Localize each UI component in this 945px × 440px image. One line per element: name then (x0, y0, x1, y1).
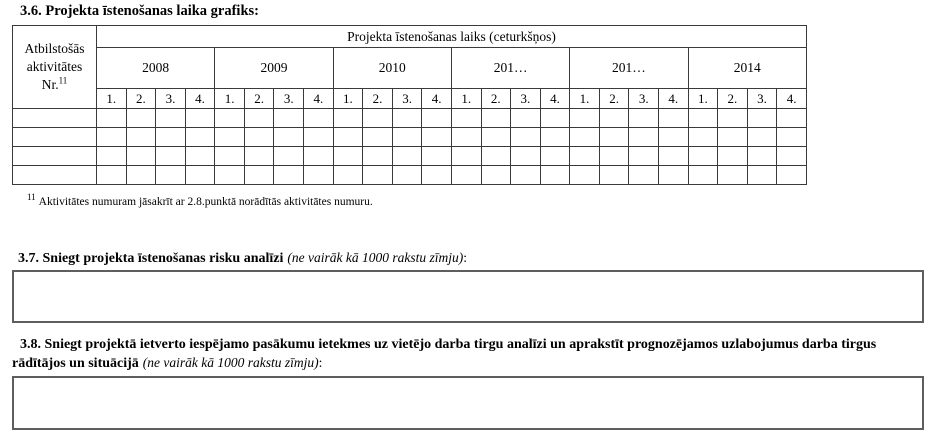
quarter-cell[interactable] (599, 128, 629, 147)
quarter-cell[interactable] (97, 147, 127, 166)
quarter-cell[interactable] (451, 109, 481, 128)
section-3-7-heading-bold: 3.7. Sniegt projekta īstenošanas risku analīzi (18, 251, 284, 266)
quarter-cell[interactable] (511, 166, 541, 185)
timeline-table (12, 25, 807, 185)
quarter-cell[interactable] (481, 109, 511, 128)
quarter-header: 1. (688, 89, 718, 109)
quarter-cell[interactable] (97, 109, 127, 128)
quarter-cell[interactable] (97, 166, 127, 185)
quarter-cell[interactable] (422, 109, 452, 128)
quarter-cell[interactable] (244, 128, 274, 147)
quarter-cell[interactable] (363, 166, 393, 185)
quarter-cell[interactable] (215, 109, 245, 128)
quarter-cell[interactable] (629, 109, 659, 128)
activity-header-text: Atbilstošās aktivitātes Nr. (24, 41, 85, 92)
quarter-header-row (13, 89, 807, 109)
year-header-2014: 2014 (688, 48, 806, 89)
quarter-cell[interactable] (274, 166, 304, 185)
quarter-cell[interactable] (215, 147, 245, 166)
table-row (13, 128, 807, 147)
quarter-cell[interactable] (658, 109, 688, 128)
quarter-cell[interactable] (422, 166, 452, 185)
quarter-header: 2. (363, 89, 393, 109)
section-3-6-heading: 3.6. Projekta īstenošanas laika grafiks: (20, 3, 259, 19)
quarter-cell[interactable] (747, 166, 777, 185)
quarter-cell[interactable] (511, 109, 541, 128)
quarter-header: 1. (333, 89, 363, 109)
quarter-cell[interactable] (156, 147, 186, 166)
quarter-cell[interactable] (511, 128, 541, 147)
quarter-cell[interactable] (333, 109, 363, 128)
quarter-cell[interactable] (215, 128, 245, 147)
quarter-cell[interactable] (185, 109, 215, 128)
activity-number-cell[interactable] (13, 128, 97, 147)
quarter-cell[interactable] (126, 166, 156, 185)
section-3-7-heading-italic: (ne vairāk kā 1000 rakstu zīmju) (287, 250, 464, 265)
quarter-cell[interactable] (747, 109, 777, 128)
quarter-cell[interactable] (363, 128, 393, 147)
footnote-number: 11 (27, 192, 36, 203)
quarter-cell[interactable] (156, 166, 186, 185)
quarter-cell[interactable] (244, 166, 274, 185)
quarter-cell[interactable] (570, 109, 600, 128)
quarter-cell[interactable] (688, 128, 718, 147)
quarter-cell[interactable] (363, 109, 393, 128)
quarter-cell[interactable] (540, 147, 570, 166)
quarter-cell[interactable] (718, 166, 748, 185)
quarter-cell[interactable] (304, 166, 334, 185)
year-header-201x-b: 201… (570, 48, 688, 89)
quarter-cell[interactable] (392, 166, 422, 185)
quarter-header: 4. (777, 89, 807, 109)
quarter-header: 1. (451, 89, 481, 109)
quarter-cell[interactable] (570, 128, 600, 147)
quarter-cell[interactable] (185, 166, 215, 185)
quarter-header: 2. (244, 89, 274, 109)
quarter-cell[interactable] (777, 128, 807, 147)
quarter-cell[interactable] (599, 147, 629, 166)
quarter-cell[interactable] (304, 147, 334, 166)
quarter-cell[interactable] (599, 109, 629, 128)
table-row (13, 109, 807, 128)
activity-number-column-header (13, 26, 97, 109)
quarter-cell[interactable] (185, 128, 215, 147)
quarter-cell[interactable] (333, 166, 363, 185)
quarter-cell[interactable] (274, 128, 304, 147)
quarter-header: 1. (97, 89, 127, 109)
quarter-cell[interactable] (422, 128, 452, 147)
year-header-row (13, 48, 807, 89)
quarter-cell[interactable] (688, 109, 718, 128)
year-header-201x-a: 201… (451, 48, 569, 89)
quarter-header: 4. (422, 89, 452, 109)
quarter-cell[interactable] (481, 128, 511, 147)
table-row (13, 147, 807, 166)
quarter-cell[interactable] (392, 109, 422, 128)
activity-number-cell[interactable] (13, 147, 97, 166)
table-row (13, 166, 807, 185)
quarter-cell[interactable] (156, 128, 186, 147)
quarter-header: 3. (511, 89, 541, 109)
activity-number-cell[interactable] (13, 109, 97, 128)
quarter-header: 4. (304, 89, 334, 109)
quarter-cell[interactable] (274, 147, 304, 166)
quarter-header: 2. (126, 89, 156, 109)
quarter-cell[interactable] (244, 109, 274, 128)
quarter-cell[interactable] (718, 128, 748, 147)
section-3-8-heading-colon: : (318, 354, 323, 370)
year-header-2008: 2008 (97, 48, 215, 89)
quarter-cell[interactable] (274, 109, 304, 128)
footnote-text: Aktivitātes numuram jāsakrīt ar 2.8.punktā norādītās aktivitātes numuru. (38, 196, 373, 208)
quarter-cell[interactable] (688, 147, 718, 166)
quarter-cell[interactable] (540, 166, 570, 185)
quarter-cell[interactable] (97, 128, 127, 147)
quarter-cell[interactable] (185, 147, 215, 166)
quarter-cell[interactable] (540, 128, 570, 147)
quarter-cell[interactable] (126, 109, 156, 128)
quarter-cell[interactable] (304, 109, 334, 128)
quarter-cell[interactable] (777, 109, 807, 128)
activity-number-cell[interactable] (13, 166, 97, 185)
section-3-7-heading-colon: : (463, 250, 467, 265)
timeline-header: Projekta īstenošanas laiks (ceturkšņos) (97, 26, 807, 48)
quarter-cell[interactable] (599, 166, 629, 185)
quarter-header: 4. (540, 89, 570, 109)
quarter-header: 4. (185, 89, 215, 109)
quarter-cell[interactable] (658, 166, 688, 185)
quarter-cell[interactable] (777, 166, 807, 185)
quarter-header: 3. (274, 89, 304, 109)
quarter-cell[interactable] (540, 109, 570, 128)
quarter-cell[interactable] (481, 147, 511, 166)
risk-analysis-input[interactable] (12, 270, 924, 323)
footnote-ref-superscript: 11 (58, 75, 68, 86)
section-3-7-heading (18, 250, 467, 267)
quarter-cell[interactable] (451, 166, 481, 185)
quarter-cell[interactable] (156, 109, 186, 128)
quarter-cell[interactable] (747, 128, 777, 147)
quarter-cell[interactable] (629, 147, 659, 166)
quarter-cell[interactable] (777, 147, 807, 166)
quarter-header: 2. (481, 89, 511, 109)
quarter-cell[interactable] (658, 128, 688, 147)
quarter-header: 1. (215, 89, 245, 109)
quarter-cell[interactable] (629, 128, 659, 147)
quarter-cell[interactable] (126, 128, 156, 147)
quarter-cell[interactable] (451, 128, 481, 147)
quarter-header: 2. (599, 89, 629, 109)
quarter-cell[interactable] (244, 147, 274, 166)
quarter-cell[interactable] (658, 147, 688, 166)
quarter-cell[interactable] (392, 128, 422, 147)
quarter-cell[interactable] (570, 147, 600, 166)
year-header-2009: 2009 (215, 48, 333, 89)
quarter-cell[interactable] (215, 166, 245, 185)
quarter-header: 3. (629, 89, 659, 109)
quarter-cell[interactable] (451, 147, 481, 166)
section-3-8-heading-bold: 3.8. Sniegt projektā ietverto iespējamo pasākumu ietekmes uz vietējo darba tirgu analīzi un aprakstīt prognozējamos uzlabojumus darba tirgus rādītājos un situācijā (12, 337, 877, 371)
quarter-cell[interactable] (333, 147, 363, 166)
quarter-cell[interactable] (126, 147, 156, 166)
quarter-header: 2. (718, 89, 748, 109)
quarter-cell[interactable] (718, 147, 748, 166)
quarter-cell[interactable] (363, 147, 393, 166)
quarter-header: 3. (392, 89, 422, 109)
quarter-cell[interactable] (629, 166, 659, 185)
labour-market-analysis-input[interactable] (12, 376, 924, 430)
quarter-cell[interactable] (511, 147, 541, 166)
quarter-cell[interactable] (481, 166, 511, 185)
quarter-cell[interactable] (570, 166, 600, 185)
footnote-11 (27, 192, 373, 208)
quarter-header: 4. (658, 89, 688, 109)
quarter-cell[interactable] (422, 147, 452, 166)
year-header-2010: 2010 (333, 48, 451, 89)
section-3-8-heading (12, 336, 933, 373)
quarter-cell[interactable] (718, 109, 748, 128)
quarter-header: 3. (747, 89, 777, 109)
quarter-header: 1. (570, 89, 600, 109)
quarter-cell[interactable] (688, 166, 718, 185)
quarter-cell[interactable] (747, 147, 777, 166)
quarter-header: 3. (156, 89, 186, 109)
quarter-cell[interactable] (392, 147, 422, 166)
section-3-8-heading-italic: (ne vairāk kā 1000 rakstu zīmju) (142, 354, 319, 370)
quarter-cell[interactable] (333, 128, 363, 147)
quarter-cell[interactable] (304, 128, 334, 147)
